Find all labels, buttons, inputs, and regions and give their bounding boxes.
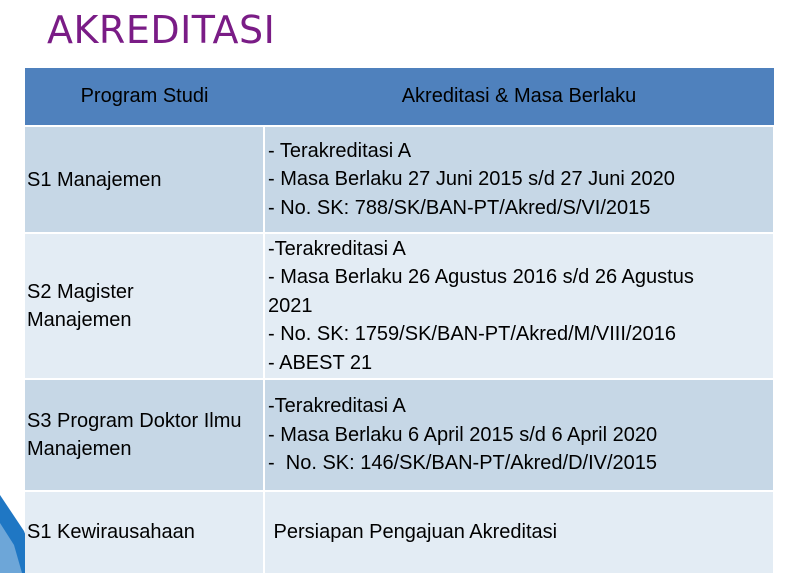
table-header-row — [25, 68, 774, 126]
accreditation-line: - No. SK: 146/SK/BAN-PT/Akred/D/IV/2015 — [268, 452, 658, 475]
accreditation-cell — [264, 379, 774, 491]
accreditation-table — [25, 68, 775, 573]
accreditation-line: - Masa Berlaku 27 Juni 2015 s/d 27 Juni 2020 — [268, 168, 675, 191]
program-cell — [25, 491, 264, 573]
program-name: S2 Magister Manajemen — [27, 280, 134, 331]
table-row — [25, 379, 774, 491]
accreditation-line: - Masa Berlaku 6 April 2015 s/d 6 April 2020 — [268, 423, 658, 446]
program-cell — [25, 126, 264, 233]
accreditation-cell — [264, 491, 774, 573]
program-name: S1 Manajemen — [27, 168, 162, 191]
accreditation-line: - Masa Berlaku 26 Agustus 2016 s/d 26 Agustus 2021 — [268, 266, 694, 317]
program-cell — [25, 233, 264, 379]
accreditation-line: Persiapan Pengajuan Akreditasi — [268, 521, 558, 543]
accreditation-line: - Terakreditasi A — [268, 139, 412, 162]
table-row — [25, 491, 774, 573]
program-cell — [25, 379, 264, 491]
table-row — [25, 233, 774, 379]
accreditation-line: - No. SK: 1759/SK/BAN-PT/Akred/M/VIII/2016 — [268, 323, 676, 346]
header-program-studi: Program Studi — [25, 68, 264, 126]
accreditation-line: -Terakreditasi A — [268, 395, 406, 418]
accreditation-line: -Terakreditasi A — [268, 237, 406, 260]
accreditation-line: - ABEST 21 — [268, 351, 373, 374]
accreditation-line: - No. SK: 788/SK/BAN-PT/Akred/S/VI/2015 — [268, 196, 651, 219]
table-row — [25, 126, 774, 233]
accreditation-cell — [264, 233, 774, 379]
program-name: S3 Program Doktor Ilmu Manajemen — [27, 409, 242, 460]
header-akreditasi-masa-berlaku: Akreditasi & Masa Berlaku — [264, 68, 774, 126]
program-name: S1 Kewirausahaan — [27, 521, 195, 543]
page-title: AKREDITASI — [47, 8, 276, 52]
accreditation-cell — [264, 126, 774, 233]
